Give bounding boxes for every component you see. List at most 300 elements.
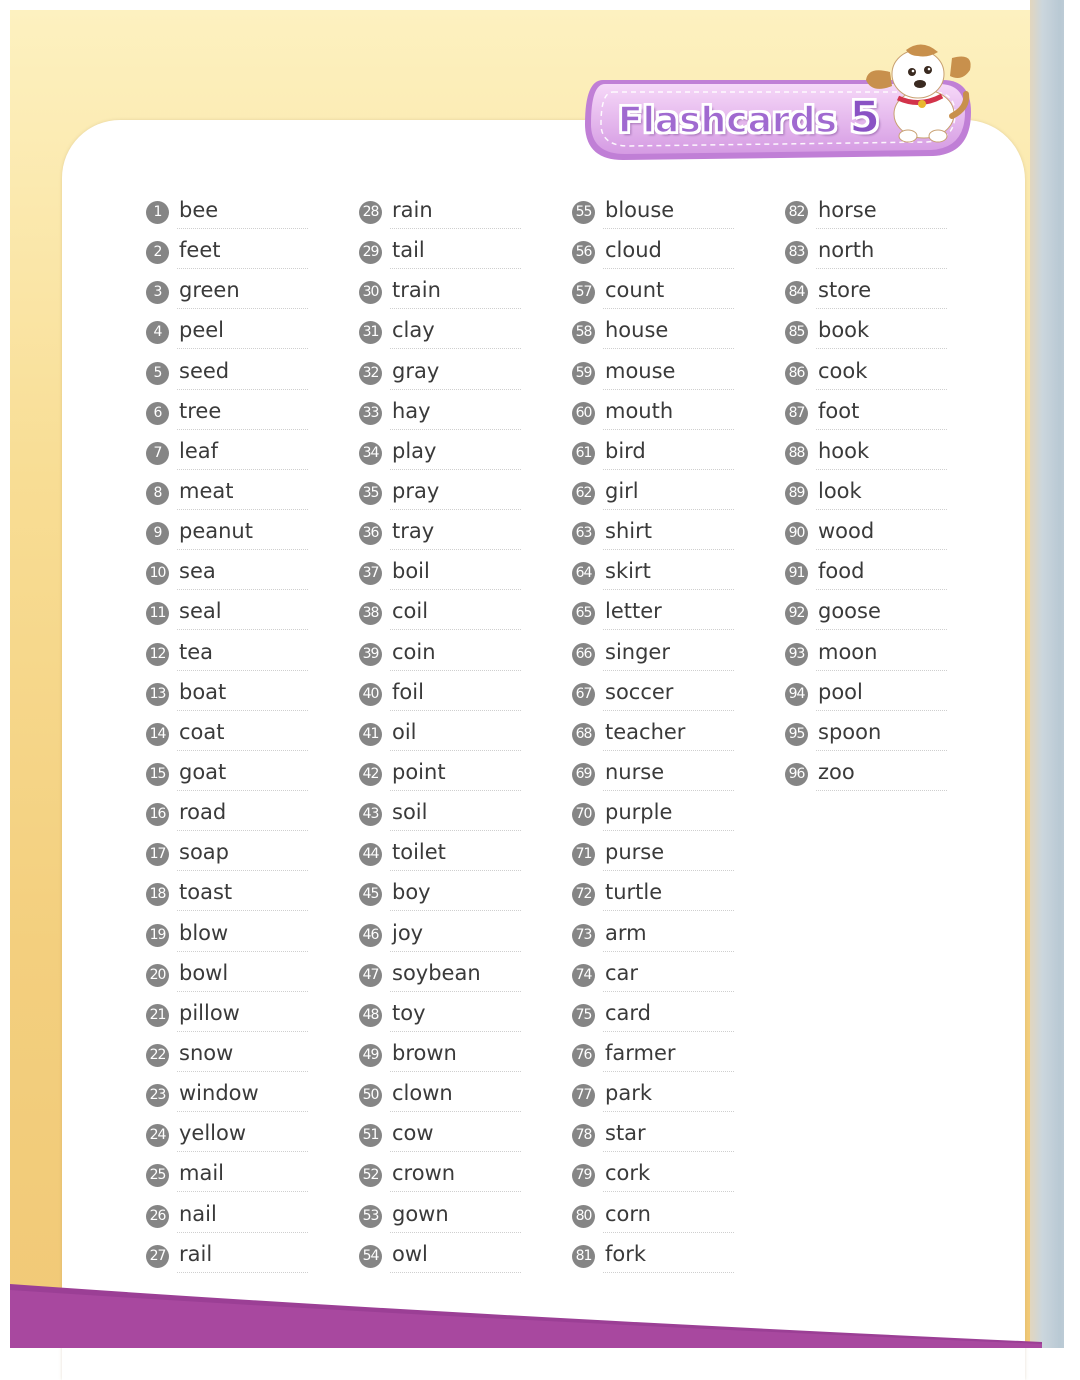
word-entry: [359, 919, 521, 959]
word-text: mouse: [605, 358, 676, 383]
number-badge: 32: [359, 362, 382, 385]
number-badge: 1: [146, 201, 169, 224]
number-badge: 10: [146, 562, 169, 585]
dotted-rule: [603, 389, 734, 390]
word-text: boat: [179, 679, 227, 704]
word-entry: [572, 718, 734, 758]
word-entry: [572, 517, 734, 557]
dotted-rule: [390, 228, 521, 229]
dotted-rule: [390, 268, 521, 269]
word-entry: [785, 477, 947, 517]
word-entry: [572, 1119, 734, 1159]
word-text: hook: [818, 438, 870, 463]
word-text: cook: [818, 358, 868, 383]
word-entry: [572, 959, 734, 999]
word-text: food: [818, 559, 865, 584]
word-entry: [572, 838, 734, 878]
dotted-rule: [390, 389, 521, 390]
word-text: store: [818, 278, 872, 303]
word-entry: [785, 597, 947, 637]
word-text: corn: [605, 1201, 651, 1226]
word-text: nail: [179, 1201, 217, 1226]
dotted-rule: [177, 469, 308, 470]
dotted-rule: [390, 629, 521, 630]
word-text: card: [605, 1000, 652, 1025]
word-text: green: [179, 278, 240, 303]
number-badge: 12: [146, 643, 169, 666]
word-entry: [146, 1119, 308, 1159]
dotted-rule: [603, 750, 734, 751]
dotted-rule: [390, 910, 521, 911]
word-text: toy: [392, 1000, 426, 1025]
number-badge: 45: [359, 883, 382, 906]
word-text: horse: [818, 198, 877, 222]
word-text: skirt: [605, 559, 651, 584]
word-entry: [785, 718, 947, 758]
word-entry: [572, 477, 734, 517]
dotted-rule: [177, 670, 308, 671]
word-entry: [146, 477, 308, 517]
number-badge: 77: [572, 1084, 595, 1107]
dotted-rule: [603, 790, 734, 791]
dotted-rule: [177, 1071, 308, 1072]
word-text: pray: [392, 478, 440, 503]
dotted-rule: [177, 790, 308, 791]
number-badge: 72: [572, 883, 595, 906]
word-text: rail: [179, 1241, 213, 1266]
number-badge: 35: [359, 482, 382, 505]
word-entry: [785, 196, 947, 236]
word-text: purse: [605, 840, 665, 865]
word-text: tea: [179, 639, 214, 664]
number-badge: 75: [572, 1004, 595, 1027]
number-badge: 83: [785, 241, 808, 264]
number-badge: 76: [572, 1044, 595, 1067]
word-text: tree: [179, 398, 222, 423]
number-badge: 65: [572, 602, 595, 625]
dotted-rule: [603, 670, 734, 671]
word-text: nurse: [605, 759, 665, 784]
dotted-rule: [390, 1151, 521, 1152]
number-badge: 66: [572, 643, 595, 666]
number-badge: 81: [572, 1245, 595, 1268]
word-entry: [359, 477, 521, 517]
word-entry: [146, 517, 308, 557]
word-text: feet: [179, 238, 221, 263]
title-text: Flashcards: [618, 100, 837, 141]
number-badge: 93: [785, 643, 808, 666]
number-badge: 40: [359, 683, 382, 706]
dotted-rule: [390, 1272, 521, 1273]
dotted-rule: [603, 1151, 734, 1152]
word-entry: [572, 236, 734, 276]
dotted-rule: [603, 348, 734, 349]
word-text: train: [392, 278, 441, 303]
dotted-rule: [603, 1031, 734, 1032]
number-badge: 11: [146, 602, 169, 625]
number-badge: 86: [785, 362, 808, 385]
word-text: toast: [179, 880, 233, 905]
word-column-1: [146, 196, 326, 1280]
number-badge: 18: [146, 883, 169, 906]
number-badge: 8: [146, 482, 169, 505]
number-badge: 59: [572, 362, 595, 385]
dotted-rule: [390, 870, 521, 871]
word-entry: [359, 597, 521, 637]
word-text: soccer: [605, 679, 674, 704]
dotted-rule: [390, 951, 521, 952]
word-text: snow: [179, 1040, 234, 1065]
dotted-rule: [603, 1272, 734, 1273]
word-entry: [146, 1200, 308, 1240]
number-badge: 36: [359, 522, 382, 545]
number-badge: 54: [359, 1245, 382, 1268]
number-badge: 95: [785, 723, 808, 746]
number-badge: 78: [572, 1124, 595, 1147]
dotted-rule: [177, 870, 308, 871]
word-text: point: [392, 759, 446, 784]
dotted-rule: [603, 268, 734, 269]
dotted-rule: [177, 991, 308, 992]
number-badge: 27: [146, 1245, 169, 1268]
word-text: tail: [392, 238, 425, 263]
number-badge: 58: [572, 321, 595, 344]
number-badge: 31: [359, 321, 382, 344]
word-entry: [146, 1039, 308, 1079]
number-badge: 28: [359, 201, 382, 224]
word-entry: [572, 758, 734, 798]
dotted-rule: [177, 348, 308, 349]
word-text: bee: [179, 198, 219, 222]
dotted-rule: [603, 469, 734, 470]
number-badge: 33: [359, 402, 382, 425]
dotted-rule: [177, 1111, 308, 1112]
number-badge: 71: [572, 843, 595, 866]
word-entry: [572, 678, 734, 718]
dotted-rule: [177, 1151, 308, 1152]
word-entry: [146, 276, 308, 316]
word-text: mail: [179, 1161, 224, 1186]
dotted-rule: [603, 228, 734, 229]
word-text: soap: [179, 840, 229, 865]
word-entry: [785, 357, 947, 397]
number-badge: 17: [146, 843, 169, 866]
dotted-rule: [390, 991, 521, 992]
number-badge: 6: [146, 402, 169, 425]
word-text: foot: [818, 398, 860, 423]
word-entry: [359, 798, 521, 838]
word-text: arm: [605, 920, 647, 945]
number-badge: 50: [359, 1084, 382, 1107]
dotted-rule: [177, 629, 308, 630]
number-badge: 88: [785, 442, 808, 465]
word-text: mouth: [605, 398, 674, 423]
word-text: bird: [605, 438, 646, 463]
word-entry: [146, 1159, 308, 1199]
number-badge: 67: [572, 683, 595, 706]
word-entry: [146, 798, 308, 838]
word-entry: [359, 397, 521, 437]
number-badge: 25: [146, 1164, 169, 1187]
word-text: look: [818, 478, 862, 503]
word-text: boil: [392, 559, 430, 584]
word-entry: [146, 919, 308, 959]
dotted-rule: [603, 589, 734, 590]
word-text: window: [179, 1081, 259, 1106]
word-text: seed: [179, 358, 230, 383]
word-text: sea: [179, 559, 216, 584]
number-badge: 21: [146, 1004, 169, 1027]
dotted-rule: [816, 750, 947, 751]
page-title: [618, 92, 898, 142]
word-entry: [359, 718, 521, 758]
number-badge: 94: [785, 683, 808, 706]
dotted-rule: [177, 509, 308, 510]
number-badge: 69: [572, 763, 595, 786]
number-badge: 23: [146, 1084, 169, 1107]
number-badge: 55: [572, 201, 595, 224]
word-text: car: [605, 960, 639, 985]
dotted-rule: [603, 951, 734, 952]
number-badge: 3: [146, 281, 169, 304]
number-badge: 61: [572, 442, 595, 465]
dotted-rule: [603, 870, 734, 871]
number-badge: 63: [572, 522, 595, 545]
word-text: peanut: [179, 519, 253, 544]
word-entry: [146, 1079, 308, 1119]
word-column-4: [785, 196, 965, 798]
word-text: cow: [392, 1121, 434, 1146]
word-entry: [572, 999, 734, 1039]
word-text: boy: [392, 880, 431, 905]
dotted-rule: [177, 268, 308, 269]
word-entry: [785, 517, 947, 557]
word-text: oil: [392, 719, 417, 744]
word-text: joy: [392, 920, 424, 945]
dotted-rule: [390, 790, 521, 791]
word-entry: [359, 1240, 521, 1280]
word-entry: [572, 878, 734, 918]
dotted-rule: [816, 589, 947, 590]
word-entry: [359, 1159, 521, 1199]
dotted-rule: [390, 509, 521, 510]
word-entry: [785, 678, 947, 718]
dotted-rule: [177, 1191, 308, 1192]
dotted-rule: [177, 308, 308, 309]
number-badge: 51: [359, 1124, 382, 1147]
dotted-rule: [603, 1191, 734, 1192]
number-badge: 20: [146, 964, 169, 987]
word-text: moon: [818, 639, 878, 664]
word-entry: [359, 276, 521, 316]
dotted-rule: [816, 670, 947, 671]
word-entry: [572, 1240, 734, 1280]
bottom-wave: [10, 1284, 1042, 1348]
word-entry: [572, 196, 734, 236]
number-badge: 80: [572, 1205, 595, 1228]
word-text: gown: [392, 1201, 449, 1226]
dotted-rule: [390, 670, 521, 671]
word-text: toilet: [392, 840, 446, 865]
dotted-rule: [390, 348, 521, 349]
word-entry: [572, 1039, 734, 1079]
word-entry: [572, 316, 734, 356]
dotted-rule: [390, 429, 521, 430]
dotted-rule: [816, 710, 947, 711]
word-entry: [146, 678, 308, 718]
word-text: farmer: [605, 1040, 676, 1065]
word-text: book: [818, 318, 870, 343]
dotted-rule: [816, 549, 947, 550]
number-badge: 15: [146, 763, 169, 786]
word-entry: [572, 798, 734, 838]
dotted-rule: [177, 228, 308, 229]
number-badge: 2: [146, 241, 169, 264]
dotted-rule: [390, 549, 521, 550]
number-badge: 19: [146, 924, 169, 947]
number-badge: 48: [359, 1004, 382, 1027]
word-text: blow: [179, 920, 229, 945]
word-text: play: [392, 438, 437, 463]
dotted-rule: [390, 1232, 521, 1233]
word-entry: [572, 597, 734, 637]
dotted-rule: [177, 910, 308, 911]
dog-mascot-icon: [862, 36, 978, 146]
word-text: pool: [818, 679, 863, 704]
dotted-rule: [603, 1111, 734, 1112]
word-entry: [359, 838, 521, 878]
word-entry: [146, 999, 308, 1039]
word-text: teacher: [605, 719, 686, 744]
number-badge: 52: [359, 1164, 382, 1187]
word-entry: [146, 357, 308, 397]
dotted-rule: [603, 991, 734, 992]
word-text: zoo: [818, 759, 855, 784]
word-entry: [572, 1079, 734, 1119]
word-text: star: [605, 1121, 646, 1146]
word-entry: [146, 196, 308, 236]
word-text: singer: [605, 639, 670, 664]
word-text: shirt: [605, 519, 652, 544]
word-entry: [572, 1200, 734, 1240]
word-entry: [146, 437, 308, 477]
dotted-rule: [816, 228, 947, 229]
number-badge: 74: [572, 964, 595, 987]
number-badge: 42: [359, 763, 382, 786]
word-entry: [146, 878, 308, 918]
number-badge: 47: [359, 964, 382, 987]
word-text: yellow: [179, 1121, 247, 1146]
word-text: meat: [179, 478, 234, 503]
word-entry: [359, 959, 521, 999]
word-entry: [359, 316, 521, 356]
number-badge: 16: [146, 803, 169, 826]
number-badge: 49: [359, 1044, 382, 1067]
word-text: spoon: [818, 719, 882, 744]
word-entry: [785, 236, 947, 276]
word-entry: [146, 236, 308, 276]
number-badge: 53: [359, 1205, 382, 1228]
word-text: cork: [605, 1161, 651, 1186]
dotted-rule: [816, 629, 947, 630]
word-text: clay: [392, 318, 435, 343]
number-badge: 57: [572, 281, 595, 304]
word-text: owl: [392, 1241, 428, 1266]
word-column-3: [572, 196, 752, 1280]
dotted-rule: [390, 1031, 521, 1032]
number-badge: 89: [785, 482, 808, 505]
word-text: coat: [179, 719, 225, 744]
word-text: rain: [392, 198, 433, 222]
number-badge: 26: [146, 1205, 169, 1228]
word-entry: [785, 397, 947, 437]
number-badge: 73: [572, 924, 595, 947]
dotted-rule: [177, 1232, 308, 1233]
word-entry: [359, 1119, 521, 1159]
word-entry: [359, 758, 521, 798]
number-badge: 84: [785, 281, 808, 304]
word-entry: [146, 397, 308, 437]
word-text: bowl: [179, 960, 229, 985]
word-entry: [785, 437, 947, 477]
number-badge: 13: [146, 683, 169, 706]
word-text: fork: [605, 1241, 647, 1266]
word-entry: [359, 1200, 521, 1240]
dotted-rule: [603, 308, 734, 309]
number-badge: 64: [572, 562, 595, 585]
dotted-rule: [177, 710, 308, 711]
word-text: seal: [179, 599, 222, 624]
word-entry: [359, 878, 521, 918]
word-entry: [572, 357, 734, 397]
dotted-rule: [390, 1071, 521, 1072]
word-entry: [146, 1240, 308, 1280]
dotted-rule: [177, 1272, 308, 1273]
word-entry: [359, 999, 521, 1039]
word-text: coin: [392, 639, 436, 664]
dotted-rule: [603, 1071, 734, 1072]
word-text: cloud: [605, 238, 662, 263]
word-text: foil: [392, 679, 424, 704]
dotted-rule: [390, 308, 521, 309]
dotted-rule: [177, 750, 308, 751]
word-entry: [146, 718, 308, 758]
number-badge: 22: [146, 1044, 169, 1067]
word-entry: [785, 638, 947, 678]
dotted-rule: [177, 830, 308, 831]
word-text: count: [605, 278, 665, 303]
word-entry: [146, 838, 308, 878]
word-entry: [146, 557, 308, 597]
dotted-rule: [816, 348, 947, 349]
word-entry: [785, 557, 947, 597]
number-badge: 30: [359, 281, 382, 304]
number-badge: 87: [785, 402, 808, 425]
dotted-rule: [816, 790, 947, 791]
number-badge: 29: [359, 241, 382, 264]
word-entry: [146, 638, 308, 678]
dotted-rule: [390, 469, 521, 470]
word-text: letter: [605, 599, 662, 624]
number-badge: 39: [359, 643, 382, 666]
word-text: tray: [392, 519, 435, 544]
word-text: clown: [392, 1081, 453, 1106]
word-text: hay: [392, 398, 431, 423]
word-text: coil: [392, 599, 429, 624]
number-badge: 85: [785, 321, 808, 344]
dotted-rule: [390, 1111, 521, 1112]
dotted-rule: [816, 268, 947, 269]
